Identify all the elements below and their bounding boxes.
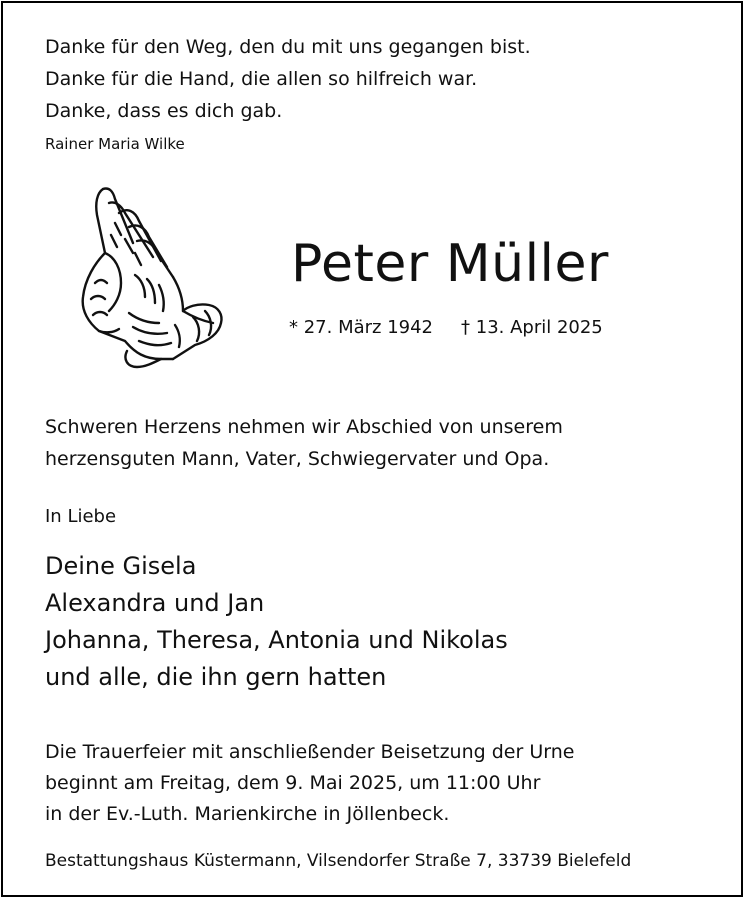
family-line: Alexandra und Jan	[45, 589, 265, 617]
ceremony-line: in der Ev.-Luth. Marienkirche in Jöllenbeck.	[45, 803, 450, 825]
family-line: Johanna, Theresa, Antonia und Nikolas	[45, 626, 508, 654]
quote-line: Danke für den Weg, den du mit uns gegangen bist.	[45, 36, 531, 58]
quote-block	[45, 31, 531, 127]
ceremony-info	[45, 737, 574, 830]
closing-phrase: In Liebe	[45, 506, 117, 527]
family-line: Deine Gisela	[45, 552, 197, 580]
farewell-message	[45, 411, 563, 475]
family-line: und alle, die ihn gern hatten	[45, 663, 387, 691]
message-line: Schweren Herzens nehmen wir Abschied von unserem	[45, 416, 563, 438]
quote-line: Danke für die Hand, die allen so hilfreich war.	[45, 68, 478, 90]
birth-date: * 27. März 1942	[289, 317, 434, 338]
praying-hands-icon	[75, 183, 225, 373]
undertaker-info: Bestattungshaus Küstermann, Vilsendorfer Straße 7, 33739 Bielefeld	[45, 851, 632, 871]
life-dates	[289, 315, 603, 341]
quote-author: Rainer Maria Wilke	[45, 135, 185, 153]
ceremony-line: beginnt am Freitag, dem 9. Mai 2025, um 11:00 Uhr	[45, 772, 541, 794]
family-signatures	[45, 548, 508, 696]
obituary-notice	[1, 1, 743, 897]
ceremony-line: Die Trauerfeier mit anschließender Beisetzung der Urne	[45, 741, 575, 763]
death-date: † 13. April 2025	[461, 317, 603, 338]
message-line: herzensguten Mann, Vater, Schwiegervater und Opa.	[45, 448, 550, 470]
deceased-name: Peter Müller	[291, 234, 609, 294]
quote-line: Danke, dass es dich gab.	[45, 100, 283, 122]
